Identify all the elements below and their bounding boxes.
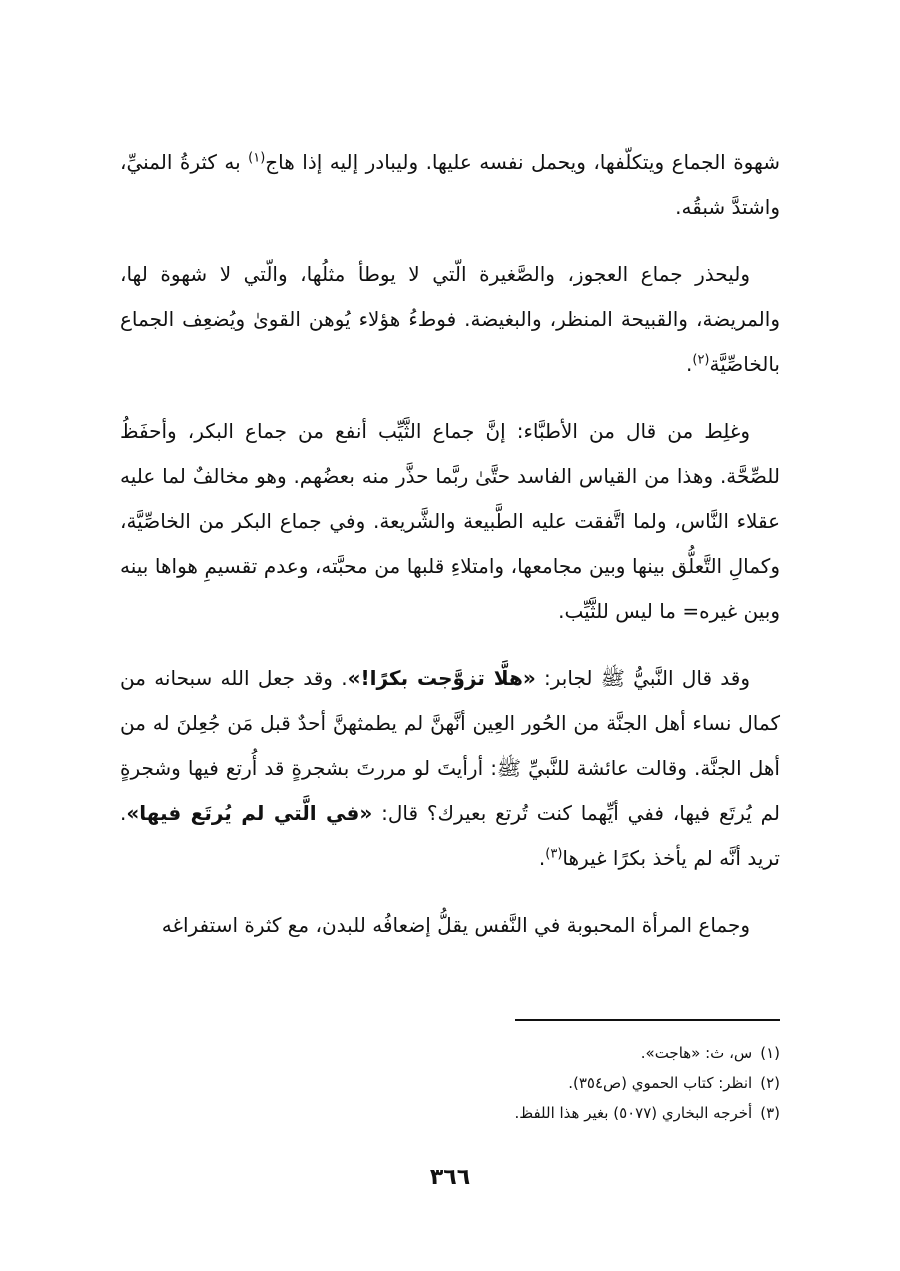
paragraph-4-text-3: . تريد أنَّه لم يأخذ بكرًا غيرها	[120, 801, 780, 870]
paragraph-5: وجماع المرأة المحبوبة في النَّفس يقلُّ إضعافُه للبدن، مع كثرة استفراغه	[161, 913, 750, 937]
footnote-2	[120, 1068, 780, 1098]
footnote-1	[120, 1038, 780, 1068]
paragraph-1-text: شهوة الجماع ويتكلّفها، ويحمل نفسه عليها. وليبادر إليه إذا هاج	[265, 150, 780, 174]
footnote-1-number: (١)	[760, 1044, 780, 1062]
paragraph-2-text-end: .	[686, 352, 693, 376]
paragraph-3: وغلِط من قال من الأطبَّاء: إنَّ جماع الثَّيِّب أنفع من جماع البكر، وأحفَظُ للصِّحَّة. وهذا من القياس الفاسد حتَّىٰ ربَّما حذَّر منه بعضُهم. وهو مخالفٌ لما عليه عقلاء النَّاس، ولما اتَّفقت عليه الطَّبيعة والشَّريعة. وفي جماع البكر من الخاصِّيَّة، وكمالِ التَّعلُّق بينها وبين مجامعها، وامتلاءِ قلبها من محبَّته، وعدم تقسيمِ هواها بينه وبين غيره= ما ليس للثَّيِّب.	[120, 419, 780, 623]
paragraph-4-text-end: .	[538, 846, 546, 870]
page-number: ٣٦٦	[429, 1165, 471, 1190]
paragraph-2	[120, 252, 780, 387]
footnote-divider	[515, 1019, 780, 1021]
footnote-ref-1[interactable]: (١)	[248, 150, 266, 166]
paragraph-4	[120, 656, 780, 881]
hadith-quote-1: «هلَّا تزوَّجت بكرًا!»	[347, 666, 536, 690]
paragraph-1	[120, 140, 780, 230]
footnote-3-text: أخرجه البخاري (٥٠٧٧) بغير هذا اللفظ.	[514, 1104, 753, 1122]
footnote-3-number: (٣)	[760, 1104, 780, 1122]
page-body	[120, 140, 780, 948]
paragraph-4-text: وقد قال النَّبيُّ ﷺ لجابر:	[535, 666, 750, 690]
footnote-1-text: س، ث: «هاجت».	[640, 1044, 753, 1062]
hadith-quote-2: «في الَّتي لم يُرتَع فيها»	[126, 801, 373, 825]
paragraph-1-text-end: به كثرةُ المنيِّ، واشتدَّ شبقُه.	[120, 150, 780, 219]
footnote-2-number: (٢)	[760, 1074, 780, 1092]
footnotes	[120, 1038, 780, 1128]
footnote-3	[120, 1098, 780, 1128]
footnote-2-text: انظر: كتاب الحموي (ص٣٥٤).	[568, 1074, 753, 1092]
paragraph-2-text: وليحذر جماع العجوز، والصَّغيرة الّتي لا يوطأ مثلُها، والّتي لا شهوة لها، والمريضة، والقبيحة المنظر، والبغيضة. فوطءُ هؤلاء يُوهن القوىٰ ويُضعِف الجماع بالخاصِّيَّة	[120, 262, 780, 376]
paragraph-4-text-2: . وقد جعل الله سبحانه من كمال نساء أهل الجنَّة من الحُور العِين أنَّهنَّ لم يطمثهنَّ أحدٌ قبل مَن جُعِلنَ له من أهل الجنَّة. وقالت عائشة للنَّبيِّ ﷺ: أرأيتَ لو مررتَ بشجرةٍ قد أُرتع فيها وشجرةٍ لم يُرتَع فيها، ففي أيِّهما كنت تُرتع بعيرك؟ قال:	[120, 666, 780, 825]
footnote-ref-3[interactable]: (٣)	[545, 846, 563, 862]
footnote-ref-2[interactable]: (٢)	[692, 352, 710, 368]
